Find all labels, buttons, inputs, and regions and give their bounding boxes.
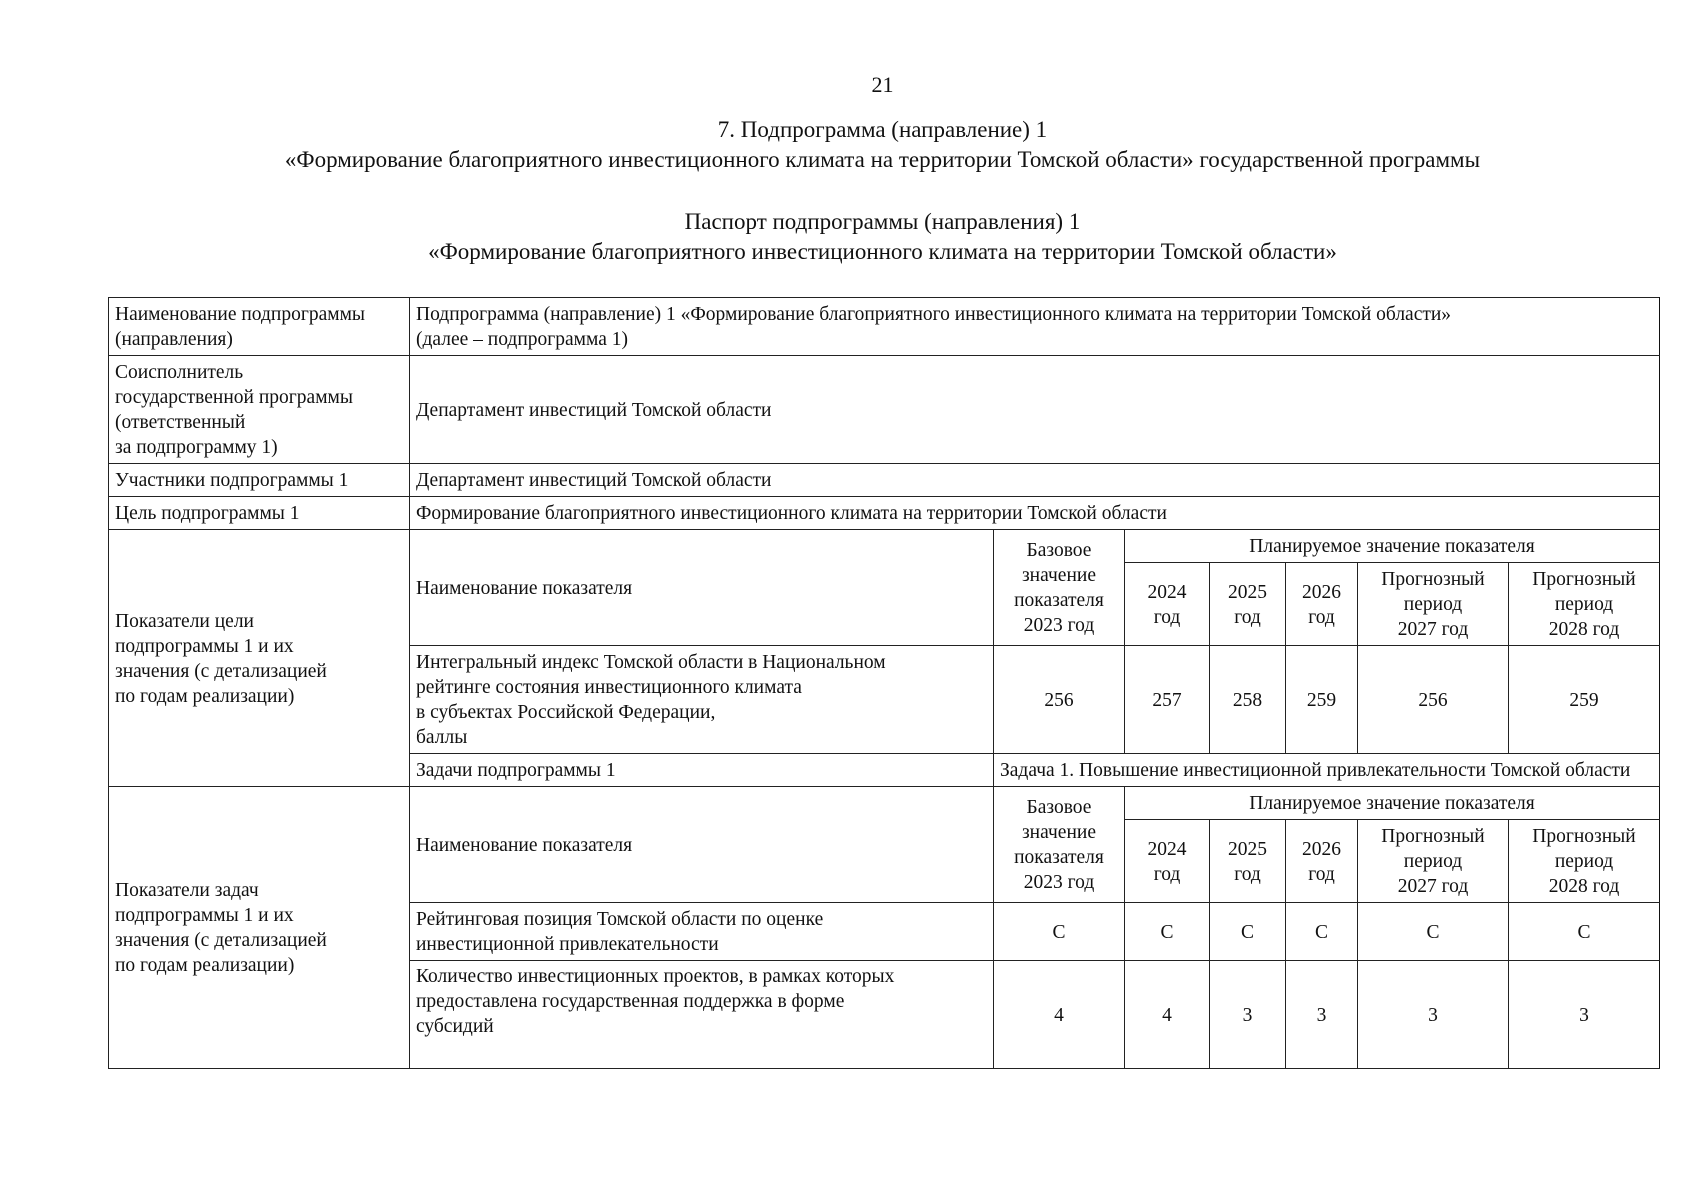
header-base-value: Базовое значение показателя 2023 год [994, 787, 1125, 903]
task-indicator-2025: C [1210, 903, 1286, 961]
header-indicator-name: Наименование показателя [410, 530, 994, 646]
goal-indicator-2027: 256 [1358, 646, 1509, 754]
value-tasks: Задача 1. Повышение инвестиционной привлекательности Томской области [994, 754, 1660, 787]
goal-indicator-2026: 259 [1286, 646, 1358, 754]
task-indicator-2024: 4 [1125, 961, 1210, 1069]
header-year-2024: 2024 год [1125, 820, 1210, 903]
task-indicator-base: C [994, 903, 1125, 961]
label-tasks: Задачи подпрограммы 1 [410, 754, 994, 787]
header-planned-value: Планируемое значение показателя [1125, 787, 1660, 820]
subprogram-subtitle: «Формирование благоприятного инвестиционного климата на территории Томской области» государственной программы [284, 147, 1481, 172]
passport-table [108, 297, 1660, 1069]
value-goal: Формирование благоприятного инвестиционного климата на территории Томской области [410, 497, 1660, 530]
row-coexecutor [109, 356, 1660, 464]
goal-indicator-base: 256 [994, 646, 1125, 754]
passport-title: Паспорт подпрограммы (направления) 1 [684, 209, 1081, 234]
header-forecast-2027: Прогнозный период 2027 год [1358, 563, 1509, 646]
task-indicator-name: Количество инвестиционных проектов, в рамках которых предоставлена государственная поддержка в форме субсидий [410, 961, 994, 1069]
task-indicator-2027: 3 [1358, 961, 1509, 1069]
label-coexecutor: Соисполнитель государственной программы (ответственный за подпрограмму 1) [109, 356, 410, 464]
row-subprogram-name [109, 298, 1660, 356]
task-indicators-header-row [109, 787, 1660, 820]
row-goal [109, 497, 1660, 530]
page-number: 21 [871, 72, 894, 97]
task-indicator-2024: C [1125, 903, 1210, 961]
label-task-indicators: Показатели задач подпрограммы 1 и их значения (с детализацией по годам реализации) [109, 787, 410, 1069]
value-subprogram-name: Подпрограмма (направление) 1 «Формирование благоприятного инвестиционного климата на территории Томской области» (далее – подпрограмма 1) [410, 298, 1660, 356]
goal-indicators-header-row [109, 530, 1660, 563]
goal-indicator-2024: 257 [1125, 646, 1210, 754]
header-year-2025: 2025 год [1210, 820, 1286, 903]
goal-indicator-name: Интегральный индекс Томской области в Национальном рейтинге состояния инвестиционного климата в субъектах Российской Федерации, баллы [410, 646, 994, 754]
label-goal: Цель подпрограммы 1 [109, 497, 410, 530]
subprogram-title: 7. Подпрограмма (направление) 1 [717, 117, 1048, 142]
task-indicator-2027: C [1358, 903, 1509, 961]
header-planned-value: Планируемое значение показателя [1125, 530, 1660, 563]
task-indicator-2026: 3 [1286, 961, 1358, 1069]
goal-indicator-2025: 258 [1210, 646, 1286, 754]
goal-indicator-2028: 259 [1509, 646, 1660, 754]
task-indicator-name: Рейтинговая позиция Томской области по оценке инвестиционной привлекательности [410, 903, 994, 961]
value-participants: Департамент инвестиций Томской области [410, 464, 1660, 497]
label-participants: Участники подпрограммы 1 [109, 464, 410, 497]
label-goal-indicators: Показатели цели подпрограммы 1 и их значения (с детализацией по годам реализации) [109, 530, 410, 787]
row-participants [109, 464, 1660, 497]
header-forecast-2028: Прогнозный период 2028 год [1509, 820, 1660, 903]
task-indicator-base: 4 [994, 961, 1125, 1069]
header-year-2026: 2026 год [1286, 820, 1358, 903]
header-base-value: Базовое значение показателя 2023 год [994, 530, 1125, 646]
label-subprogram-name: Наименование подпрограммы (направления) [109, 298, 410, 356]
task-indicator-2025: 3 [1210, 961, 1286, 1069]
header-indicator-name: Наименование показателя [410, 787, 994, 903]
header-forecast-2027: Прогнозный период 2027 год [1358, 820, 1509, 903]
header-forecast-2028: Прогнозный период 2028 год [1509, 563, 1660, 646]
task-indicator-2028: C [1509, 903, 1660, 961]
task-indicator-2028: 3 [1509, 961, 1660, 1069]
value-coexecutor: Департамент инвестиций Томской области [410, 356, 1660, 464]
task-indicator-2026: C [1286, 903, 1358, 961]
header-year-2025: 2025 год [1210, 563, 1286, 646]
header-year-2026: 2026 год [1286, 563, 1358, 646]
header-year-2024: 2024 год [1125, 563, 1210, 646]
passport-subtitle: «Формирование благоприятного инвестиционного климата на территории Томской области» [428, 239, 1337, 264]
